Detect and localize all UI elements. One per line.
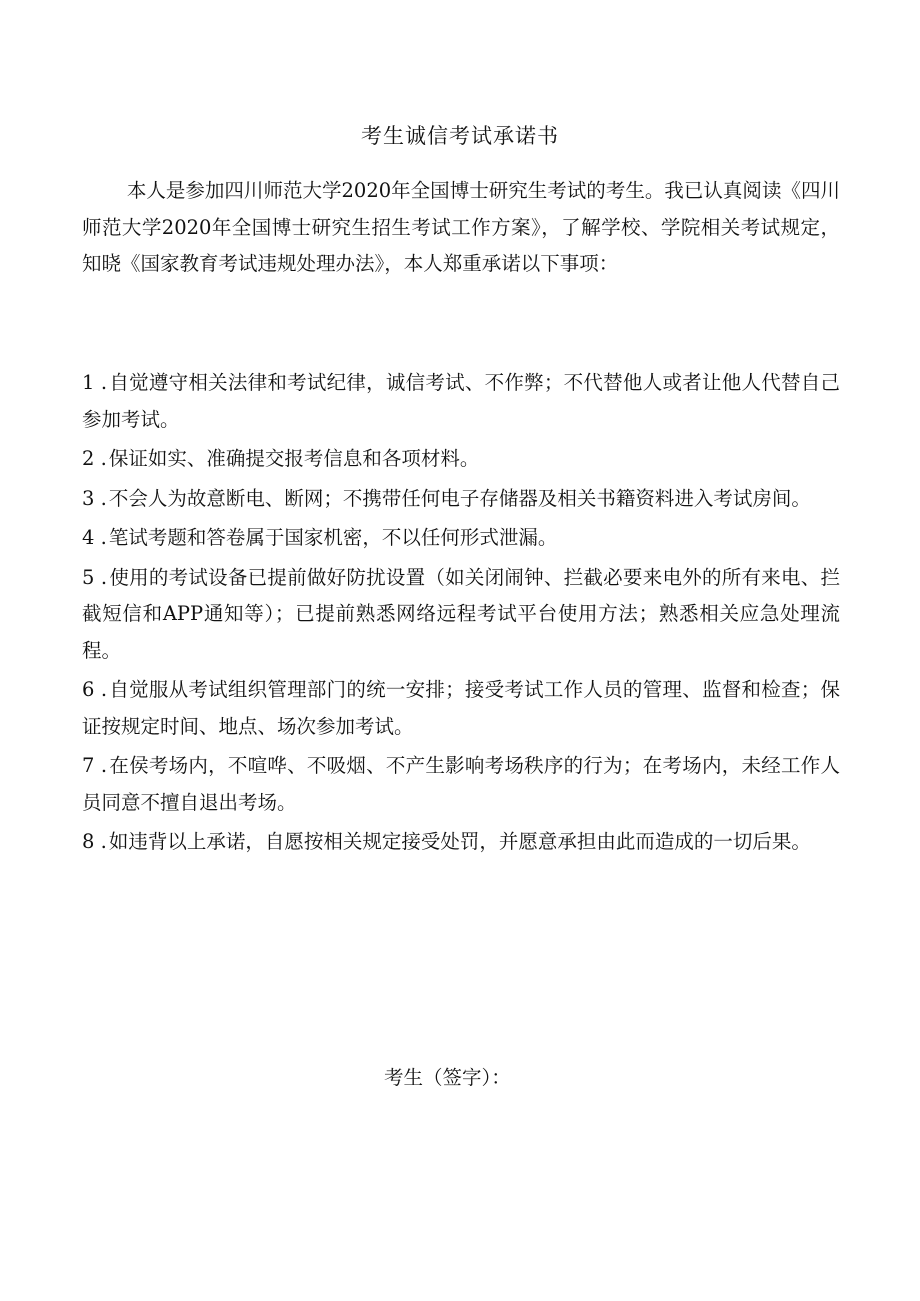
pledge-item-5 (82, 560, 840, 670)
pledge-list (82, 365, 840, 864)
pledge-text: 笔试考题和答卷属于国家机密，不以任何形式泄漏。 (108, 526, 558, 549)
pledge-number: 6 . (82, 678, 108, 701)
pledge-text: 如违背以上承诺，自愿按相关规定接受处罚，并愿意承担由此而造成的一切后果。 (108, 830, 811, 853)
pledge-item-2 (82, 441, 840, 478)
pledge-item-6 (82, 672, 840, 745)
pledge-text: 自觉服从考试组织管理部门的统一安排；接受考试工作人员的管理、监督和检查；保证按规定时间、地点、场次参加考试。 (82, 678, 840, 738)
signature-label: 考生（签字）： (384, 1066, 511, 1089)
pledge-number: 7 . (82, 754, 108, 777)
pledge-item-8 (82, 824, 840, 861)
pledge-number: 8 . (82, 830, 107, 853)
pledge-text: 保证如实、准确提交报考信息和各项材料。 (108, 447, 480, 470)
pledge-text: 不会人为故意断电、断网；不携带任何电子存储器及相关书籍资料进入考试房间。 (108, 486, 811, 510)
pledge-number: 1 . (82, 371, 108, 394)
pledge-item-4 (82, 520, 840, 557)
pledge-item-3 (82, 481, 840, 518)
pledge-text: 在侯考场内，不喧哗、不吸烟、不产生影响考场秩序的行为；在考场内，未经工作人员同意不擅自退出考场。 (82, 754, 840, 814)
pledge-text: 自觉遵守相关法律和考试纪律，诚信考试、不作弊；不代替他人或者让他人代替自己参加考试。 (82, 371, 840, 431)
document-title: 考生诚信考试承诺书 (361, 124, 559, 148)
intro-paragraph: 本人是参加四川师范大学2020年全国博士研究生考试的考生。我已认真阅读《四川师范大学2020年全国博士研究生招生考试工作方案》，了解学校、学院相关考试规定，知晓《国家教育考试违规处理办法》，本人郑重承诺以下事项： (82, 179, 840, 275)
pledge-number: 4 . (82, 526, 107, 549)
pledge-text: 使用的考试设备已提前做好防扰设置（如关闭闹钟、拦截必要来电外的所有来电、拦截短信和APP通知等）；已提前熟悉网络远程考试平台使用方法；熟悉相关应急处理流程。 (82, 565, 840, 662)
pledge-item-1 (82, 365, 840, 438)
pledge-item-7 (82, 748, 840, 821)
pledge-number: 3 . (82, 486, 107, 510)
pledge-number: 5 . (82, 565, 108, 589)
pledge-number: 2 . (82, 447, 107, 470)
